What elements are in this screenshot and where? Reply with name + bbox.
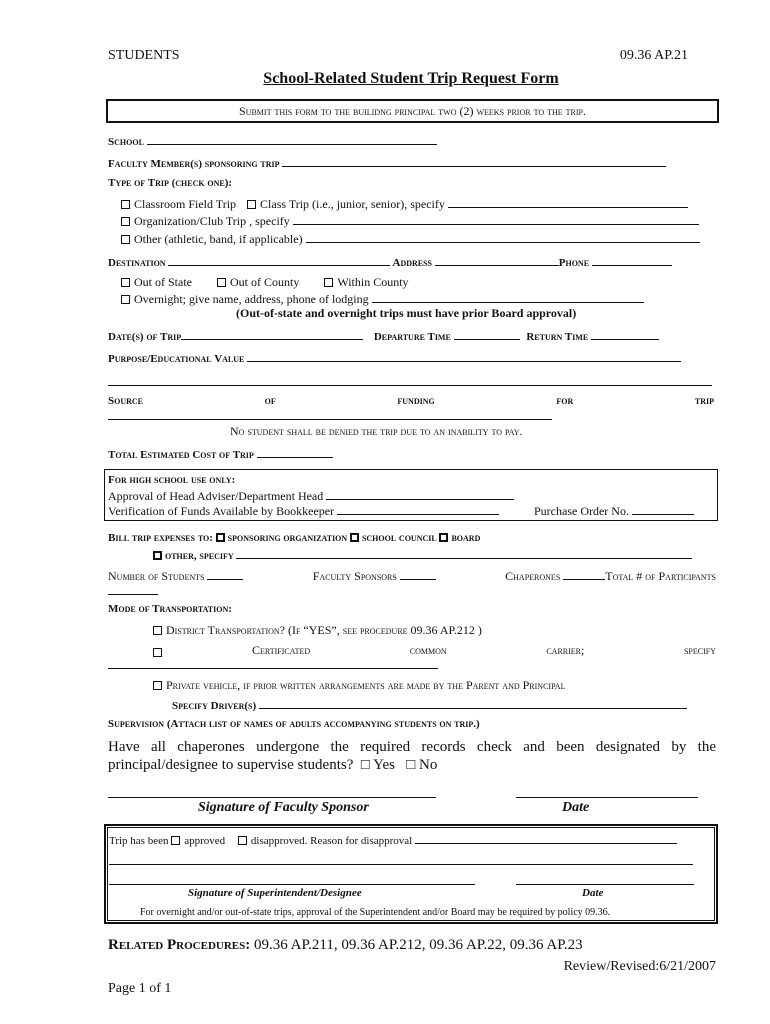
type-of-trip-label: Type of Trip (check one): bbox=[108, 177, 233, 189]
faculty-date-line[interactable] bbox=[516, 797, 698, 798]
school-row bbox=[108, 133, 437, 148]
certified-checkbox[interactable] bbox=[153, 648, 162, 657]
out-of-county-label: Out of County bbox=[230, 275, 300, 289]
funding-word: funding bbox=[397, 395, 435, 407]
classroom-label: Classroom Field Trip bbox=[134, 197, 237, 211]
form-title: School-Related Student Trip Request Form bbox=[263, 70, 559, 87]
question-text: Have all chaperones undergone the required records check and been designated by the principal/designee to supervise students? bbox=[108, 739, 716, 773]
page-number: Page 1 of 1 bbox=[108, 981, 172, 996]
related-list: 09.36 AP.211, 09.36 AP.212, 09.36 AP.22, 09.36 AP.23 bbox=[253, 937, 583, 953]
carrier-word: carrier; bbox=[546, 643, 585, 657]
approved-label: approved bbox=[184, 835, 226, 847]
board-label: board bbox=[451, 532, 481, 544]
within-county-label: Within County bbox=[337, 275, 409, 289]
return-field[interactable] bbox=[591, 328, 659, 340]
sponsoring-label: sponsoring organization bbox=[227, 532, 348, 544]
district-checkbox[interactable] bbox=[153, 626, 162, 635]
total-label: Total # of Participants bbox=[605, 569, 716, 583]
purpose-field[interactable] bbox=[247, 350, 681, 362]
superintendent-date-label: Date bbox=[582, 887, 604, 899]
header-right: 09.36 AP.21 bbox=[619, 48, 688, 63]
classroom-checkbox[interactable] bbox=[121, 200, 130, 209]
supervision-heading: Supervision (Attach list of names of adults accompanying students on trip.) bbox=[108, 718, 480, 730]
out-of-county-checkbox[interactable] bbox=[217, 278, 226, 287]
overnight-label: Overnight; give name, address, phone of lodging bbox=[134, 292, 369, 306]
departure-field[interactable] bbox=[454, 328, 520, 340]
related-procedures bbox=[108, 937, 583, 954]
yes-label: Yes bbox=[373, 757, 395, 773]
total-cost-row bbox=[108, 446, 333, 461]
departure-label: Departure Time bbox=[373, 331, 451, 343]
address-field[interactable] bbox=[435, 254, 559, 266]
students-label: Number of Students bbox=[108, 569, 205, 583]
purpose-label: Purpose/Educational Value bbox=[108, 353, 245, 365]
no-label: No bbox=[419, 757, 438, 773]
district-label: District Transportation? (If “YES”, see procedure 09.36 AP.212 ) bbox=[166, 623, 482, 637]
verification-row bbox=[108, 503, 499, 519]
other-field[interactable] bbox=[306, 231, 700, 243]
destination-label: Destination bbox=[108, 257, 166, 269]
private-checkbox[interactable] bbox=[153, 681, 162, 690]
faculty-field[interactable] bbox=[282, 155, 666, 167]
certificated-word: Certificated bbox=[252, 643, 311, 657]
out-of-state-label: Out of State bbox=[134, 275, 192, 289]
for-word: for bbox=[556, 395, 574, 407]
drivers-field[interactable] bbox=[259, 697, 687, 709]
sponsoring-checkbox[interactable] bbox=[216, 533, 225, 542]
organization-label: Organization/Club Trip , specify bbox=[134, 214, 290, 228]
organization-field[interactable] bbox=[293, 213, 699, 225]
board-checkbox[interactable] bbox=[439, 533, 448, 542]
disapproved-label: disapproved. Reason for disapproval bbox=[250, 835, 413, 847]
total-cost-label: Total Estimated Cost of Trip bbox=[108, 449, 254, 461]
purchase-order-field[interactable] bbox=[632, 503, 694, 515]
out-of-state-checkbox[interactable] bbox=[121, 278, 130, 287]
transport-heading: Mode of Transportation: bbox=[108, 603, 232, 615]
trip-word: trip bbox=[694, 395, 714, 407]
policy-note: For overnight and/or out-of-state trips, approval of the Superintendent and/or Board may be required by policy 09.36. bbox=[140, 907, 611, 918]
school-label: School bbox=[108, 136, 144, 148]
district-row bbox=[153, 623, 482, 638]
overnight-row bbox=[121, 291, 644, 307]
total-participants-field[interactable] bbox=[108, 594, 158, 595]
disapproved-checkbox[interactable] bbox=[238, 836, 247, 845]
private-label: Private vehicle, if prior written arrangements are made by the Parent and Principal bbox=[166, 678, 566, 692]
total-cost-field[interactable] bbox=[257, 446, 333, 458]
faculty-row bbox=[108, 155, 666, 170]
phone-field[interactable] bbox=[592, 254, 672, 266]
trip-type-row3 bbox=[121, 231, 700, 247]
purpose-row bbox=[108, 350, 681, 365]
counts-row bbox=[108, 568, 716, 584]
destination-row bbox=[108, 254, 672, 269]
address-label: Address bbox=[392, 257, 433, 269]
council-checkbox[interactable] bbox=[350, 533, 359, 542]
bill-label: Bill trip expenses to: bbox=[108, 532, 213, 544]
school-field[interactable] bbox=[147, 133, 437, 145]
chaperones-label: Chaperones bbox=[505, 569, 561, 583]
purpose-line-2[interactable] bbox=[108, 385, 712, 386]
students-field[interactable] bbox=[207, 568, 243, 580]
phone-label: Phone bbox=[558, 257, 590, 269]
verification-label: Verification of Funds Available by Bookkeeper bbox=[108, 504, 335, 518]
purchase-order-row bbox=[534, 503, 694, 519]
faculty-signature-label: Signature of Faculty Sponsor bbox=[198, 800, 369, 815]
trip-type-row1 bbox=[121, 196, 688, 212]
superintendent-signature-line[interactable] bbox=[109, 884, 475, 885]
approval-status-row bbox=[109, 832, 677, 847]
no-checkbox[interactable]: □ bbox=[406, 757, 416, 773]
sponsors-label: Faculty Sponsors bbox=[312, 569, 397, 583]
council-label: school council bbox=[361, 532, 437, 544]
notice-box bbox=[106, 99, 719, 123]
lodging-field[interactable] bbox=[372, 291, 644, 303]
class-trip-field[interactable] bbox=[448, 196, 688, 208]
carrier-field[interactable] bbox=[108, 668, 438, 669]
class-trip-label: Class Trip (i.e., junior, senior), specify bbox=[260, 197, 445, 211]
faculty-label: Faculty Member(s) sponsoring trip bbox=[108, 158, 280, 170]
yes-checkbox[interactable]: □ bbox=[360, 757, 370, 773]
certified-row bbox=[252, 643, 716, 658]
source-field[interactable] bbox=[108, 419, 552, 420]
superintendent-signature-label: Signature of Superintendent/Designee bbox=[188, 887, 362, 899]
private-row bbox=[153, 678, 565, 693]
chaperones-field[interactable] bbox=[563, 568, 605, 580]
approval-label: Approval of Head Adviser/Department Head bbox=[108, 489, 324, 503]
dates-row bbox=[108, 328, 659, 343]
specify-word: specify bbox=[683, 643, 716, 657]
approval-field[interactable] bbox=[326, 488, 514, 500]
drivers-row bbox=[172, 697, 687, 712]
other-label: Other (athletic, band, if applicable) bbox=[134, 232, 303, 246]
organization-checkbox[interactable] bbox=[121, 217, 130, 226]
dates-label: Date(s) of Trip bbox=[108, 331, 182, 343]
bill-row bbox=[108, 532, 480, 544]
class-trip-checkbox[interactable] bbox=[247, 200, 256, 209]
certified-checkbox-wrap bbox=[153, 643, 166, 661]
of-word: of bbox=[264, 395, 276, 407]
location-row bbox=[121, 275, 409, 290]
notice-text: Submit this form to the builidng principal two (2) weeks prior to the trip. bbox=[239, 104, 586, 118]
no-student-note: No student shall be denied the trip due to an inability to pay. bbox=[230, 424, 523, 438]
related-label: Related Procedures: bbox=[108, 937, 251, 953]
faculty-date-label: Date bbox=[562, 800, 590, 815]
destination-field[interactable] bbox=[168, 254, 390, 266]
return-label: Return Time bbox=[526, 331, 589, 343]
superintendent-date-line[interactable] bbox=[516, 884, 694, 885]
approved-checkbox[interactable] bbox=[171, 836, 180, 845]
faculty-signature-line[interactable] bbox=[108, 797, 436, 798]
other-checkbox[interactable] bbox=[121, 235, 130, 244]
bill-other-label: other, specify bbox=[165, 550, 234, 562]
high-school-heading: For high school use only: bbox=[108, 474, 236, 486]
header-left: STUDENTS bbox=[108, 48, 180, 63]
trip-type-row2 bbox=[121, 213, 699, 229]
source-word: Source bbox=[108, 395, 144, 407]
common-word: common bbox=[409, 643, 447, 657]
source-row bbox=[108, 395, 714, 407]
purchase-order-label: Purchase Order No. bbox=[534, 504, 629, 518]
verification-field[interactable] bbox=[337, 503, 499, 515]
approval-row bbox=[108, 488, 514, 504]
trip-has-been-label: Trip has been bbox=[109, 835, 169, 847]
dates-field[interactable] bbox=[181, 328, 363, 340]
overnight-checkbox[interactable] bbox=[121, 295, 130, 304]
sponsors-field[interactable] bbox=[400, 568, 436, 580]
disapproval-reason-field[interactable] bbox=[415, 832, 677, 844]
drivers-label: Specify Driver(s) bbox=[172, 700, 257, 712]
within-county-checkbox[interactable] bbox=[324, 278, 333, 287]
chaperone-question bbox=[108, 738, 716, 774]
bill-other-checkbox[interactable] bbox=[153, 551, 162, 560]
bill-other-field[interactable] bbox=[236, 547, 692, 559]
board-approval-note: (Out-of-state and overnight trips must have prior Board approval) bbox=[236, 306, 577, 320]
revised-date: Review/Revised:6/21/2007 bbox=[563, 959, 716, 974]
bill-other-row bbox=[153, 547, 692, 562]
disapproval-reason-line-2[interactable] bbox=[109, 864, 693, 865]
